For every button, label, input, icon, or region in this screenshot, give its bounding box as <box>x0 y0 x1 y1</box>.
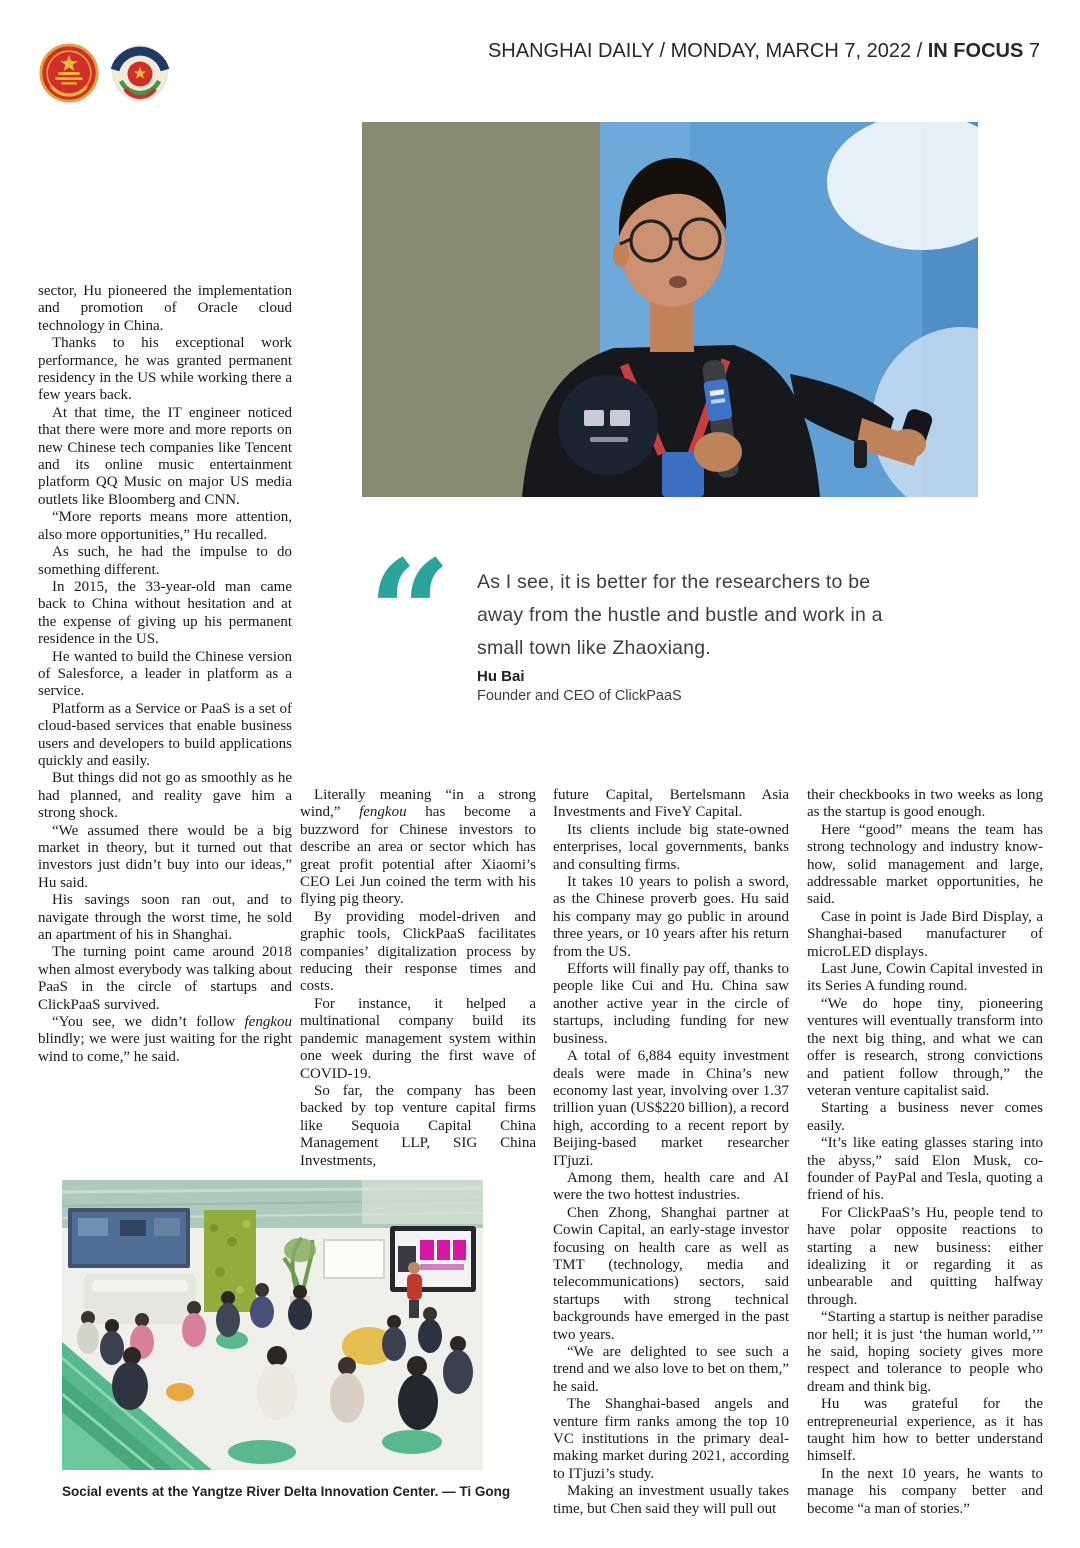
main-photo-speaker <box>362 122 978 497</box>
article-paragraph: Here “good” means the team has strong technology and industry know-how, solid management and large, addressable market opportunities, he said. <box>807 821 1043 908</box>
article-paragraph: He wanted to build the Chinese version of Salesforce, a leader in platform as a service. <box>38 648 292 700</box>
article-paragraph: their checkbooks in two weeks as long as the startup is good enough. <box>807 787 1043 821</box>
article-paragraph: “We are delighted to see such a trend and we also love to bet on them,” he said. <box>553 1344 789 1395</box>
article-paragraph: “More reports means more attention, also more opportunities,” Hu recalled. <box>38 509 292 543</box>
article-paragraph: As such, he had the impulse to do something different. <box>38 544 292 578</box>
article-paragraph: The turning point came around 2018 when almost everybody was talking about PaaS in the circle of startups and ClickPaaS survived. <box>38 944 292 1013</box>
article-column-3 <box>553 787 789 1518</box>
article-column-4 <box>807 787 1043 1518</box>
photo-caption: Social events at the Yangtze River Delta Innovation Center. — Ti Gong <box>62 1484 511 1499</box>
article-column-1 <box>38 283 292 1066</box>
article-paragraph: Platform as a Service or PaaS is a set of cloud-based services that enable business users and developers to build applications quickly and easily. <box>38 700 292 769</box>
quote-mark-icon: “ <box>368 529 452 699</box>
article-paragraph: Among them, health care and AI were the two hottest industries. <box>553 1169 789 1204</box>
article-paragraph: The Shanghai-based angels and venture firm ranks among the top 10 VC institutions in the primary deal-making market during 2021, according to ITjuzi’s study. <box>553 1396 789 1482</box>
section-title: IN FOCUS <box>927 40 1024 62</box>
article-paragraph: “It’s like eating glasses staring into the abyss,” said Elon Musk, co-founder of PayPal and Tesla, quoting a friend of his. <box>807 1135 1043 1204</box>
article-paragraph: So far, the company has been backed by top venture capital firms like Sequoia Capital China Management LLP, SIG China Investments, <box>300 1082 536 1169</box>
quote-attribution-title: Founder and CEO of ClickPaaS <box>477 688 682 704</box>
article-paragraph: Last June, Cowin Capital invested in its Series A funding round. <box>807 961 1043 995</box>
article-paragraph: Hu was grateful for the entrepreneurial experience, as it has taught him how to better understand himself. <box>807 1396 1043 1465</box>
article-paragraph: It takes 10 years to polish a sword, as the Chinese proverb goes. Hu said his company may go public in around three years, or 10 years after his return from the US. <box>553 874 789 960</box>
article-paragraph: For instance, it helped a multinational company build its pandemic management system within one week during the first wave of COVID-19. <box>300 995 536 1082</box>
article-paragraph: Thanks to his exceptional work performance, he was granted permanent residency in the US while working there a few years back. <box>38 335 292 404</box>
article-paragraph: But things did not go as smoothly as he had planned, and reality gave him a strong shock. <box>38 770 292 822</box>
article-paragraph: Its clients include big state-owned enterprises, local governments, banks and consulting firms. <box>553 821 789 873</box>
page-header <box>488 40 1040 63</box>
article-paragraph: For ClickPaaS’s Hu, people tend to have polar opposite reactions to starting a new business: either idealizing it or regarding it as unbearable and quitting halfway through. <box>807 1204 1043 1308</box>
article-paragraph: Making an investment usually takes time, but Chen said they will pull out <box>553 1483 789 1517</box>
article-paragraph: sector, Hu pioneered the implementation and promotion of Oracle cloud technology in China. <box>38 283 292 334</box>
article-paragraph: Literally meaning “in a strong wind,” fengkou has become a buzzword for Chinese investors to describe an area or sector which has great profit potential after Xiaomi’s CEO Lei Jun coined the term with his flying pig theory. <box>300 787 536 908</box>
article-paragraph: His savings soon ran out, and to navigate through the worst time, he sold an apartment of his in Shanghai. <box>38 892 292 944</box>
article-paragraph: A total of 6,884 equity investment deals were made in China’s new economy last year, involving over 1.37 trillion yuan (US$220 billion), a record high, according to a recent report by Beijing-based market researcher ITjuzi. <box>553 1048 789 1169</box>
article-paragraph: Starting a business never comes easily. <box>807 1100 1043 1134</box>
article-paragraph: In the next 10 years, he wants to manage his company better and become “a man of stories.” <box>807 1465 1043 1517</box>
article-paragraph: By providing model-driven and graphic tools, ClickPaaS facilitates companies’ digitalization process by reducing their response times and costs. <box>300 908 536 995</box>
page-number: 7 <box>1028 40 1040 62</box>
china-national-emblem-icon <box>38 42 100 104</box>
cppcc-emblem-icon <box>110 43 170 103</box>
masthead-text: SHANGHAI DAILY / MONDAY, MARCH 7, 2022 / <box>487 40 923 62</box>
article-paragraph: Case in point is Jade Bird Display, a Shanghai-based manufacturer of microLED displays. <box>807 908 1043 960</box>
innovation-center-illustration <box>62 1180 483 1470</box>
article-paragraph: “We assumed there would be a big market in theory, but it turned out that investors just didn’t buy into our ideas,” Hu said. <box>38 822 292 891</box>
article-paragraph: At that time, the IT engineer noticed that there were more and more reports on new Chinese tech companies like Tencent and its online music entertainment platform QQ Music on major US media outlets like Bloomberg and CNN. <box>38 404 292 508</box>
article-paragraph: Efforts will finally pay off, thanks to people like Cui and Hu. China saw another active year in the circle of startups, including funding for new business. <box>553 961 789 1047</box>
quote-attribution-name: Hu Bai <box>477 668 525 685</box>
article-paragraph: future Capital, Bertelsmann Asia Investments and FiveY Capital. <box>553 787 789 821</box>
article-paragraph: “Starting a startup is neither paradise nor hell; it is just ‘the human world,’” he said, hoping society gives more respect and tolerance to people who dream and think big. <box>807 1309 1044 1395</box>
pull-quote-text: As I see, it is better for the researchers to be away from the hustle and bustle and work in a small town like Zhaoxiang. <box>477 571 883 659</box>
article-paragraph: “You see, we didn’t follow fengkou blindly; we were just waiting for the right wind to come,” he said. <box>38 1014 292 1065</box>
article-paragraph: In 2015, the 33-year-old man came back to China without hesitation and at the expense of giving up his permanent residence in the US. <box>38 578 292 648</box>
article-paragraph: Chen Zhong, Shanghai partner at Cowin Capital, an early-stage investor focusing on health care as well as TMT (technology, media and telecommunications) sectors, said startups with strong technical backgrounds have emerged in the past two years. <box>553 1204 789 1343</box>
speaker-photo-illustration <box>362 122 978 497</box>
secondary-photo-innovation-center <box>62 1180 483 1470</box>
article-paragraph: “We do hope tiny, pioneering ventures will eventually transform into the next big thing, and what we can offer is research, strong convictions and patient follow through,” the veteran venture capitalist said. <box>807 995 1043 1099</box>
article-column-2 <box>300 787 536 1170</box>
emblem-row <box>38 42 170 104</box>
